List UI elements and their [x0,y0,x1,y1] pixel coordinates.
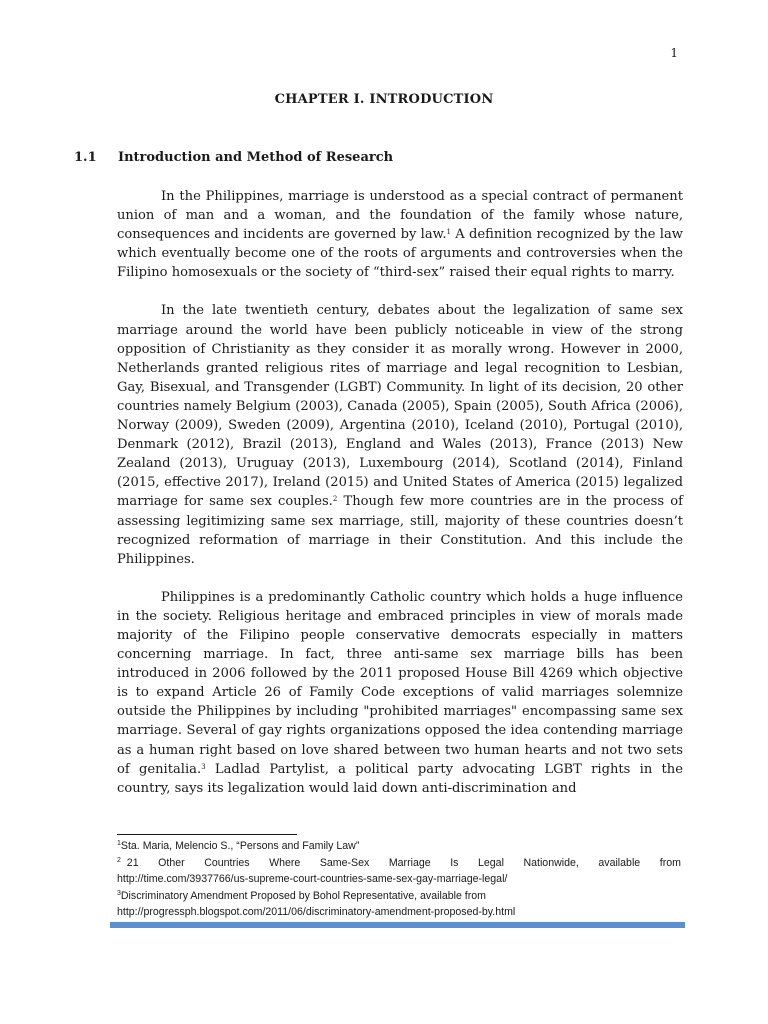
paragraph-text: Ladlad Partylist, a political party advocating LGBT rights in the country, says its legalization would laid down anti-discrimination and [117,761,683,796]
paragraph-text: Though few more countries are in the process of assessing legitimizing same sex marriage, still, majority of these countries doesn’t recognized reformation of marriage in their Constitution. And this include the Philippines. [117,494,683,567]
paragraph-text: In the Philippines, marriage is understood as a special contract of permanent union of man and a woman, and the foundation of the family whose nature, consequences and incidents are governed by law. [117,189,683,243]
paragraph-text: A definition recognized by the law which eventually become one of the roots of arguments and controversies when the Filipino homosexuals or the society of “third-sex” raised their equal rights to marry. [117,227,683,281]
paragraph-1 [117,187,683,282]
page-bottom-border [110,922,685,928]
footnote-word: available [598,856,641,869]
paragraph-text: In the late twentieth century, debates about the legalization of same sex marriage around the world have been publicly noticeable in view of the strong opposition of Christianity as they consider it as morally wrong. However in 2000, Netherlands granted religious rites of marriage and legal recognition to Lesbian, Gay, Bisexual, and Transgender (LGBT) Community. In light of its decision, 20 other countries namely Belgium (2003), Canada (2005), Spain (2005), South Africa (2006), Norway (2009), Sweden (2009), Argentina (2010), Iceland (2010), Portugal (2010), Denmark (2012), Brazil (2013), England and Wales (2013), France (2013) New Zealand (2013), Uruguay (2013), Luxembourg (2014), Scotland (2014), Finland (2015, effective 2017), Ireland (2015) and United States of America (2015) legalized marriage for same sex couples. [117,303,683,510]
footnote-word: Legal [478,856,504,869]
paragraph-2 [117,301,683,568]
footnote-marker: 1 [117,840,121,847]
footnote-2 [117,855,681,872]
footnote-word: Same-Sex [319,856,370,869]
footnote-marker: 2 [117,856,121,864]
footnote-marker: 3 [117,889,121,897]
paragraph-text: Philippines is a predominantly Catholic country which holds a huge influence in the society. Religious heritage and embraced principles in view of morals made majority of the Filipino people conservative democrats especially in matters concerning marriage. In fact, three anti-same sex marriage bills has been introduced in 2006 followed by the 2011 proposed House Bill 4269 which objective is to expand Article 26 of Family Code exceptions of valid marriages solemnize outside the Philippines by including "prohibited marriages" encompassing same sex marriage. Several of gay rights organizations opposed the idea contending marriage as a human right based on love shared between two human hearts and not two sets of genitalia. [117,589,683,777]
footnote-word: Nationwide, [523,856,579,869]
footnote-word: Is [450,856,459,869]
footnote-text: Sta. Maria, Melencio S., “Persons and Family Law” [120,840,360,852]
section-number: 1.1 [74,150,97,165]
footnote-word: Other [158,856,185,869]
footnote-3-url[interactable]: http://progressph.blogspot.com/2011/06/discriminatory-amendment-proposed-by.html [117,906,516,918]
footnote-1 [117,838,681,855]
footnote-ref: 2 [332,495,338,504]
footnote-divider [117,834,297,835]
footnote-word-text: 21 [126,856,139,869]
section-heading [74,150,393,165]
footnote-3 [117,888,681,905]
page-number: 1 [670,46,678,60]
footnotes [117,838,681,921]
footnote-2-url[interactable]: http://time.com/3937766/us-supreme-court-countries-same-sex-gay-marriage-legal/ [117,873,508,885]
footnote-word: Countries [204,856,250,869]
footnote-ref: 3 [201,762,206,771]
footnote-ref: 1 [446,228,451,237]
body-text [117,187,683,817]
chapter-title: CHAPTER I. INTRODUCTION [274,92,494,107]
footnote-text: Discriminatory Amendment Proposed by Bohol Representative, available from [120,889,486,902]
footnote-word: Marriage [388,856,431,869]
footnote-word [117,855,139,872]
paragraph-3 [117,588,683,798]
footnote-word: Where [269,856,301,869]
section-title: Introduction and Method of Research [118,150,394,165]
footnote-word: from [659,856,681,869]
